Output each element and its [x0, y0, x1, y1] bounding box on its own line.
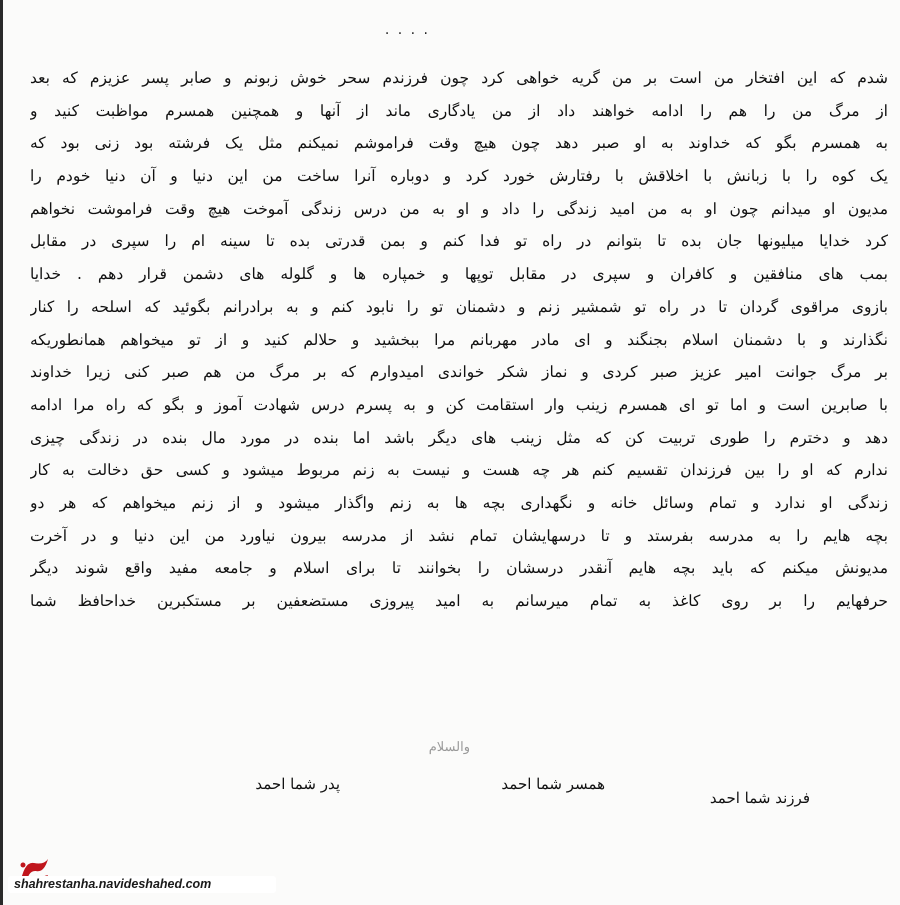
letter-line: حرفهایم را بر روی کاغذ به تمام میرسانم به امید پیروزی مستضعفین بر مستکبرین خداحافظ شما	[30, 592, 888, 610]
letter-line: مدیون او میدانم چون او به من امید زندگی را داد و او به من درس زندگی آموخت هیچ وقت فراموشت نخواهم	[30, 199, 888, 218]
letter-line: از مرگ من را هم را ادامه خواهند داد از من یادگاری ماند از آنها و همچنین همسرم مواظبت کنید و	[30, 101, 888, 120]
letter-line: بچه هایم را به مدرسه بفرستد و تا درسهایشان تمام نشد از مدرسه بیرون نیاورد من این دنیا و در آخرت	[30, 526, 888, 545]
faint-closing-text: والسلام	[428, 740, 470, 755]
signature-wife: همسر شما احمد	[501, 775, 605, 793]
site-url[interactable]: shahrestanha.navideshahed.com	[8, 876, 276, 893]
letter-line: به همسرم بگو که خداوند به او صبر دهد چون هیچ وقت فراموشم نمیکنم مثل یک فرشته بود زنی بود که	[30, 134, 888, 153]
signature-child: فرزند شما احمد	[709, 789, 810, 807]
scan-edge	[0, 0, 3, 905]
letter-line: با صابرین است و اما تو ای همسرم زینب وار استقامت کن و به پسرم درس شهادت آموز و بگو که راه مرا ادامه	[30, 395, 888, 414]
site-watermark	[8, 855, 278, 895]
letter-line: مدیونش میکنم که باید بچه هایم آنقدر درسشان را بخوانند تا برای اسلام و جامعه مفید واقع شوند دیگر	[30, 559, 888, 578]
letter-line: بازوی مراقوی گردان تا در راه تو شمشیر زنم و دشمنان تو را نابود کنم و به برادرانم بگوئید که اسلحه را کنار	[30, 297, 888, 316]
letter-line: زندگی او ندارد و تمام وسائل خانه و نگهداری بچه ها به زنم واگذار میشود و از زنم میخواهم که هر دو	[30, 493, 888, 512]
signature-father: پدر شما احمد	[255, 775, 340, 793]
letter-line: یک کوه را با زبانش با اخلاقش با رفتارش خورد کرد و دوباره آنرا ساخت من این دنیا و آن دنیا خودم را	[30, 167, 888, 186]
letter-line: نگذارند و با دشمنان اسلام بجنگند و ای مادر مهربانم مرا ببخشید و حلالم کنید و از تو میخواهم همانطوریکه	[30, 330, 888, 349]
letter-line: شدم که این افتخار من است بر من گریه خواهی کرد چون فرزندم سحر خوش زبونم و صابر پسر عزیزم که بعد	[30, 69, 888, 87]
letter-line: بمب های منافقین و کافران و سپری در مقابل توپها و خمپاره ها و گلوله های دشمن قرار دهم . خدایا	[30, 265, 888, 284]
letter-line: دهد و دخترم را طوری تربیت کن که مثل زینب های دیگر باشد اما بنده در مورد مال بنده در زندگی چیزی	[30, 428, 888, 447]
top-dots: . . . .	[384, 22, 430, 38]
letter-line: ندارم که او را بین فرزندان تقسیم کنم هر چه هست و نیست به زنم مربوط میشود و کسی حق دخالت به کار	[30, 461, 888, 480]
letter-body	[30, 62, 888, 618]
letter-line: کرد خدایا میلیونها جان بده تا بتوانم در راه تو فدا کنم و بمن قدرتی بده تا سینه ام را سپری در مقابل	[30, 232, 888, 251]
letter-line: بر مرگ جوانت امیر عزیز صبر کردی و نماز شکر خواندی امیدوارم که بر مرگ من هم صبر کنی زیرا خداوند	[30, 363, 888, 382]
